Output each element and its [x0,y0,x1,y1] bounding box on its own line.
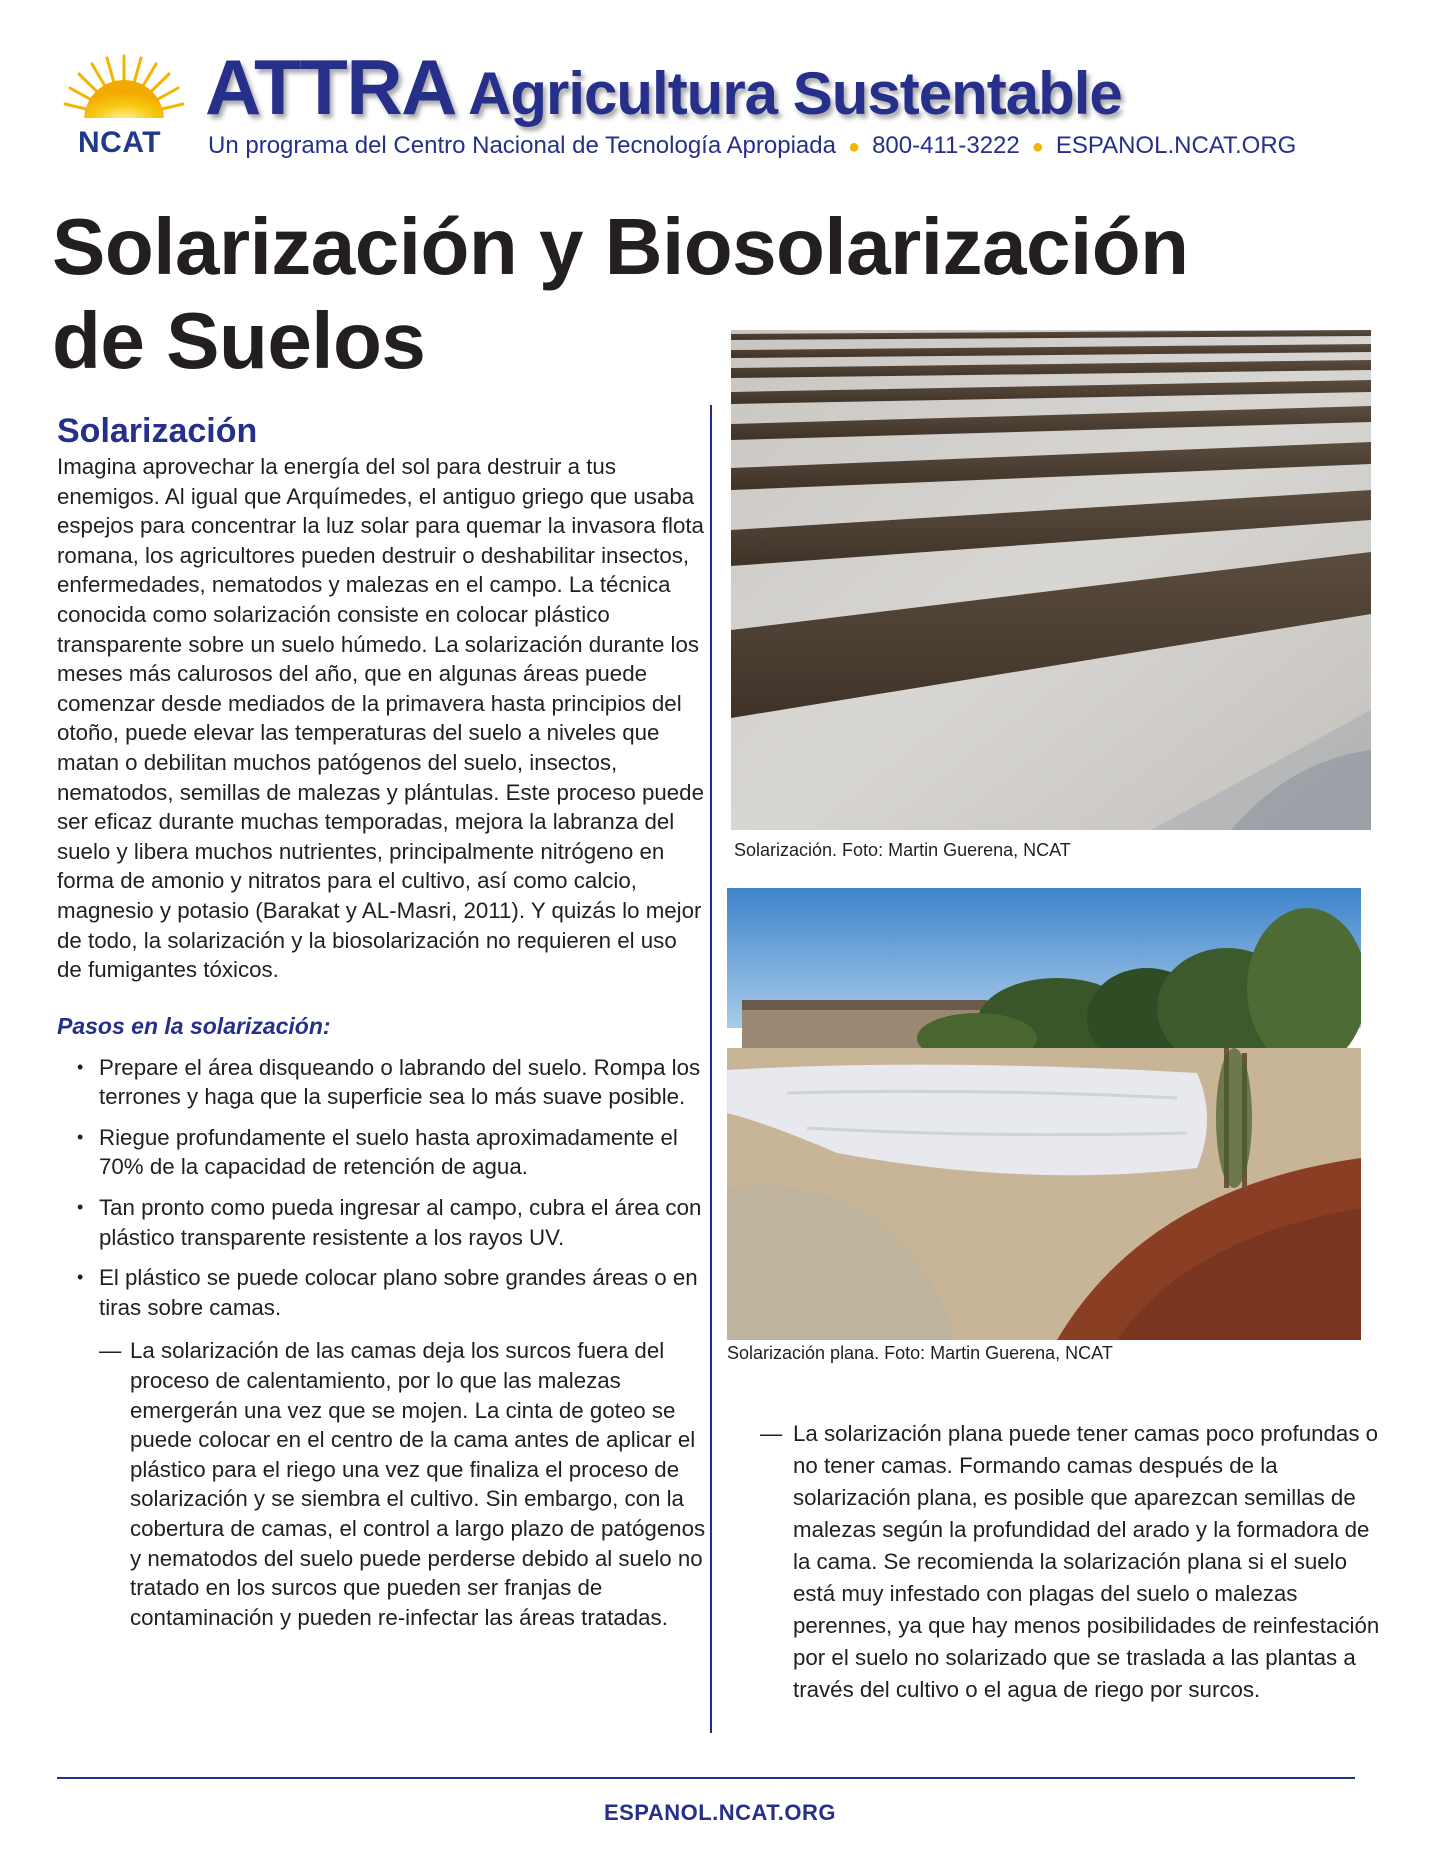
dash-marker: — [760,1421,783,1446]
sun-icon [62,52,187,132]
ncat-logo [62,52,187,162]
sub-item-beds [57,1336,707,1632]
photo-flat-solarization [727,888,1361,1340]
list-item: • El plástico se puede colocar plano sobre grandes áreas o en tiras sobre camas. [57,1263,707,1322]
brand-attra: ATTRA [205,43,456,131]
photo-caption: Solarización. Foto: Martin Guerena, NCAT [734,840,1071,860]
logo-text: NCAT [78,126,162,159]
list-item: • Riegue profundamente el suelo hasta aproximadamente el 70% de la capacidad de retención de agua. [57,1123,707,1182]
sub-item-flat [760,1418,1390,1706]
intro-paragraph: Imagina aprovechar la energía del sol para destruir a tus enemigos. Al igual que Arquímedes, el antiguo griego que usaba espejos para concentrar la luz solar para quemar la invasora flota romana, los agricultores pueden destruir o deshabilitar insectos, enfermedades, nematodos y malezas en el campo. La técnica conocida como solarización consiste en colocar plástico transparente sobre un suelo húmedo. La solarización durante los meses más calurosos del año, que en algunas áreas puede comenzar desde mediados de la primavera hasta principios del otoño, puede elevar las temperaturas del suelo a niveles que matan o debilitan muchos patógenos del suelo, insectos, nematodos, semillas de malezas y plántulas. Este proceso puede ser eficaz durante muchas temporadas, mejora la labranza del suelo y libera muchos nutrientes, principalmente nitrógeno en forma de amonio y nitratos para el cultivo, así como calcio, magnesio y potasio (Barakat y AL-Masri, 2011). Y quizás lo mejor de todo, la solarización y la biosolarización no requieren el uso de fumigantes tóxicos. [57,454,704,983]
sub-item-beds-text: La solarización de las camas deja los surcos fuera del proceso de calentamiento, por lo que las malezas emergerán una vez que se mojen. La cinta de goteo se puede colocar en el centro de la cama antes de aplicar el plástico para el riego una vez que finaliza el proceso de solarización y se siembra el cultivo. Sin embargo, con la cobertura de camas, el control a largo plazo de patógenos y nematodos del suelo puede perderse debido al suelo no tratado en los surcos que pueden ser franjas de contaminación y pueden re-infectar las áreas tratadas. [130,1338,706,1630]
brand-title [205,42,1122,133]
tagline [208,132,1296,160]
photo-caption: Solarización plana. Foto: Martin Guerena, NCAT [727,1343,1113,1363]
tagline-phone: 800-411-3222 [872,132,1020,159]
column-divider [710,405,712,1733]
separator-dot-icon: ● [1031,136,1044,158]
list-item: • Prepare el área disqueando o labrando del suelo. Rompa los terrones y haga que la superficie sea lo más suave posible. [57,1053,707,1112]
brand-subtitle: Agricultura Sustentable [468,60,1122,127]
section-heading: Solarización [57,412,258,450]
sub-item-flat-text: La solarización plana puede tener camas poco profundas o no tener camas. Formando camas después de la solarización plana, es posible que aparezcan semillas de malezas según la profundidad del arado y la formadora de la cama. Se recomienda la solarización plana si el suelo está muy infestado con plagas del suelo o malezas perennes, ya que hay menos posibilidades de reinfestación por el suelo no solarizado que se traslada a las plantas a través del cultivo o el agua de riego por surcos. [793,1421,1380,1702]
footer-divider [57,1777,1355,1779]
dash-marker: — [99,1338,122,1364]
page-title-line1: Solarización y Biosolarización [52,202,1189,291]
tagline-program: Un programa del Centro Nacional de Tecnología Apropiada [208,132,836,159]
separator-dot-icon: ● [847,136,861,158]
photo-solarization [731,330,1371,830]
footer-url[interactable]: ESPANOL.NCAT.ORG [603,1800,837,1825]
steps-heading: Pasos en la solarización: [57,1012,331,1039]
list-item: • Tan pronto como pueda ingresar al campo, cubra el área con plástico transparente resistente a los rayos UV. [57,1193,707,1252]
steps-list [57,1053,707,1323]
left-column [57,410,707,1632]
tagline-url: ESPANOL.NCAT.ORG [1055,132,1297,159]
page-title-line2: de Suelos [52,296,426,385]
